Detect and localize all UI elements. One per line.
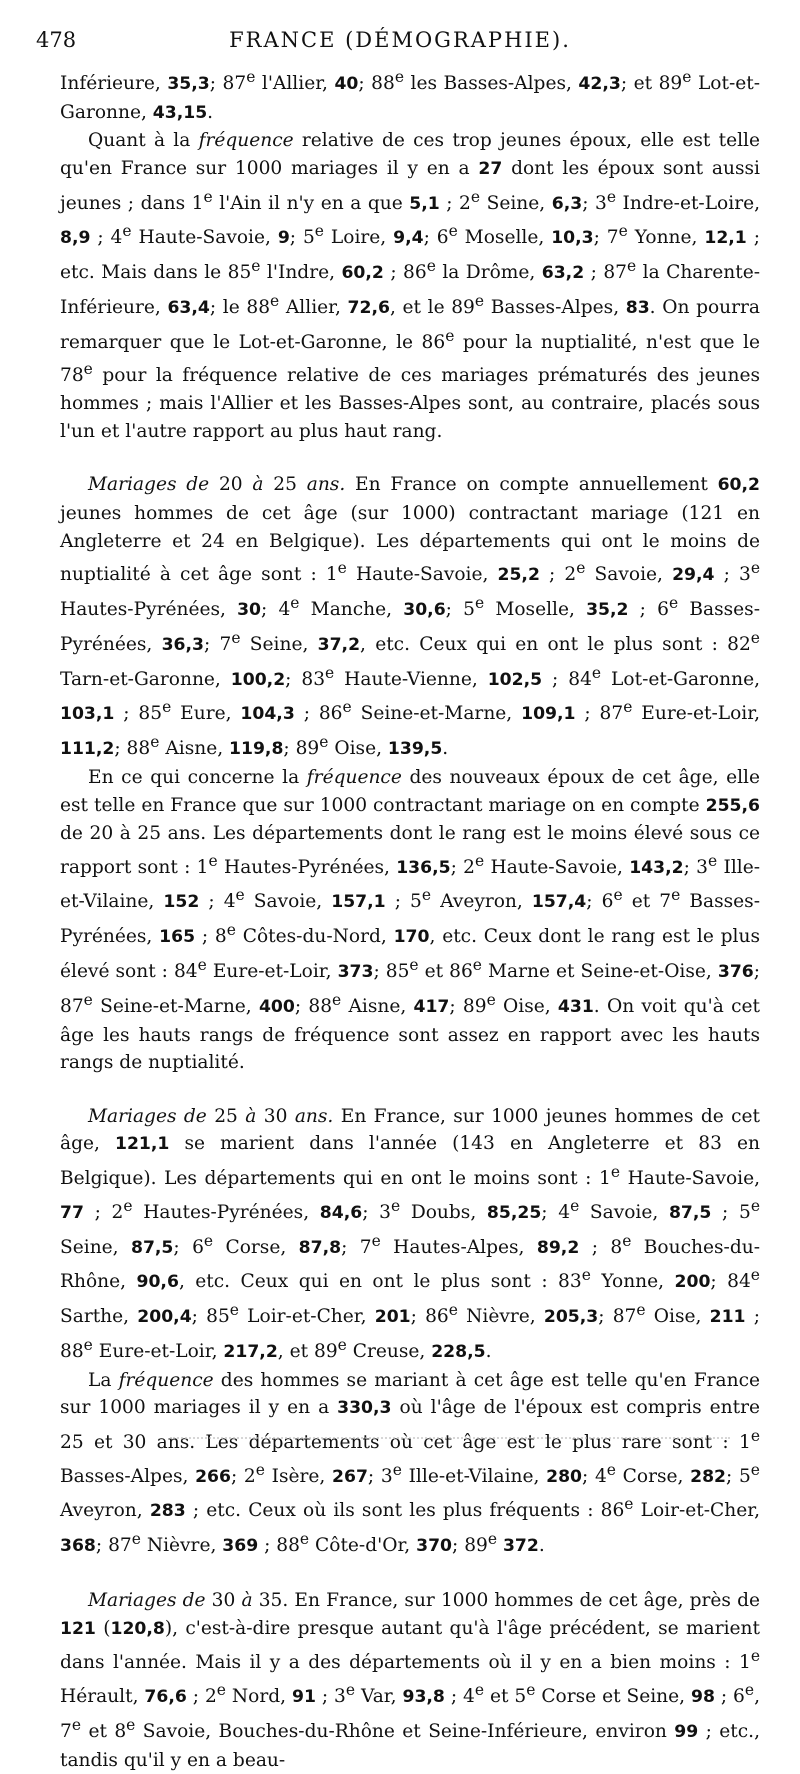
section-mariages-30-35: Mariages de 30 à 35. En France, sur 1000 hommes de cet âge, près de 121 (120,8), c'est-à-dire presque autant qu'à l'âge précédent, se marient dans l'année. Mais il y a des départements où il y en a bien moins : 1e Hérault, 76,6 ; 2e Nord, 91 ; 3e Var, 93,8 ; 4e et 5e Corse et Seine, 98 ; 6e, 7e et 8e Savoie, Bouches-du-Rhône et Seine-Inférieure, environ 99 ; etc., tandis qu'il y en a beau- (60, 1589, 761, 1771)
section-mariages-25-30: Mariages de 25 à 30 ans. En France, sur 1000 jeunes hommes de cet âge, 121,1 se marient dans l'année (143 en Angleterre et 83 en Belgique). Les départements qui en ont le moins sont : 1e Haute-Savoie, 77 ; 2e Hautes-Pyrénées, 84,6; 3e Doubs, 85,25; 4e Savoie, 87,5 ; 5e Seine, 87,5; 6e Corse, 87,8; 7e Hautes-Alpes, 89,2 ; 8e Bouches-du-Rhône, 90,6, etc. Ceux qui en ont le plus sont : 83e Yonne, 200; 84e Sarthe, 200,4; 85e Loir-et-Cher, 201; 86e Nièvre, 205,3; 87e Oise, 211 ; 88e Eure-et-Loir, 217,2, et 89e Creuse, 228,5. (60, 1105, 761, 1363)
paragraph-frequence-jeunes-epoux: Quant à la fréquence relative de ces trop jeunes époux, elle est telle qu'en France sur 1000 mariages il y en a 27 dont les époux sont aussi jeunes ; dans 1e l'Ain il n'y en a que 5,1 ; 2e Seine, 6,3; 3e Indre-et-Loire, 8,9 ; 4e Haute-Savoie, 9; 5e Loire, 9,4; 6e Moselle, 10,3; 7e Yonne, 12,1 ; etc. Mais dans le 85e l'Indre, 60,2 ; 86e la Drôme, 63,2 ; 87e la Charente-Inférieure, 63,4; le 88e Allier, 72,6, et le 89e Basses-Alpes, 83. On pourra remarquer que le Lot-et-Garonne, le 86e pour la nuptialité, n'est que le 78e pour la fréquence relative de ces mariages prématurés des jeunes hommes ; mais l'Allier et les Basses-Alpes sont, au contraire, placés sous l'un et l'autre rapport au plus haut rang. (60, 130, 761, 442)
body-text (60, 64, 760, 1774)
running-title: FRANCE (DÉMOGRAPHIE). (229, 28, 571, 52)
page-header (36, 28, 764, 62)
paragraph-continuation: Inférieure, 35,3; 87e l'Allier, 40; 88e les Basses-Alpes, 42,3; et 89e Lot-et-Garonne, 43,15. (60, 68, 760, 123)
page-number: 478 (36, 28, 77, 52)
scan-noise-divider (170, 1437, 730, 1441)
paragraph-frequence-20-25: En ce qui concerne la fréquence des nouveaux époux de cet âge, elle est telle en France que sur 1000 contractant mariage on en compte 255,6 de 20 à 25 ans. Les départements dont le rang est le moins élevé sous ce rapport sont : 1e Hautes-Pyrénées, 136,5; 2e Haute-Savoie, 143,2; 3e Ille-et-Vilaine, 152 ; 4e Savoie, 157,1 ; 5e Aveyron, 157,4; 6e et 7e Basses-Pyrénées, 165 ; 8e Côtes-du-Nord, 170, etc. Ceux dont le rang est le plus élevé sont : 84e Eure-et-Loir, 373; 85e et 86e Marne et Seine-et-Oise, 376; 87e Seine-et-Marne, 400; 88e Aisne, 417; 89e Oise, 431. On voit qu'à cet âge les hauts rangs de fréquence sont assez en rapport avec les hauts rangs de nuptialité. (60, 766, 761, 1074)
paragraph-frequence-25-30: La fréquence des hommes se mariant à cet âge est telle qu'en France sur 1000 mariages il y en a 330,3 où l'âge de l'époux est compris entre 25 et 30 ans. Les départements où cet âge est le plus rare sont : 1e Basses-Alpes, 266; 2e Isère, 267; 3e Ille-et-Vilaine, 280; 4e Corse, 282; 5e Aveyron, 283 ; etc. Ceux où ils sont les plus fréquents : 86e Loir-et-Cher, 368; 87e Nièvre, 369 ; 88e Côte-d'Or, 370; 89e 372. (60, 1369, 760, 1557)
section-mariages-20-25: Mariages de 20 à 25 ans. En France on compte annuellement 60,2 jeunes hommes de cet âge (sur 1000) contractant mariage (121 en Angleterre et 24 en Belgique). Les départements qui ont le moins de nuptialité à cet âge sont : 1e Haute-Savoie, 25,2 ; 2e Savoie, 29,4 ; 3e Hautes-Pyrénées, 30; 4e Manche, 30,6; 5e Moselle, 35,2 ; 6e Basses-Pyrénées, 36,3; 7e Seine, 37,2, etc. Ceux qui en ont le plus sont : 82e Tarn-et-Garonne, 100,2; 83e Haute-Vienne, 102,5 ; 84e Lot-et-Garonne, 103,1 ; 85e Eure, 104,3 ; 86e Seine-et-Marne, 109,1 ; 87e Eure-et-Loir, 111,2; 88e Aisne, 119,8; 89e Oise, 139,5. (60, 474, 761, 760)
